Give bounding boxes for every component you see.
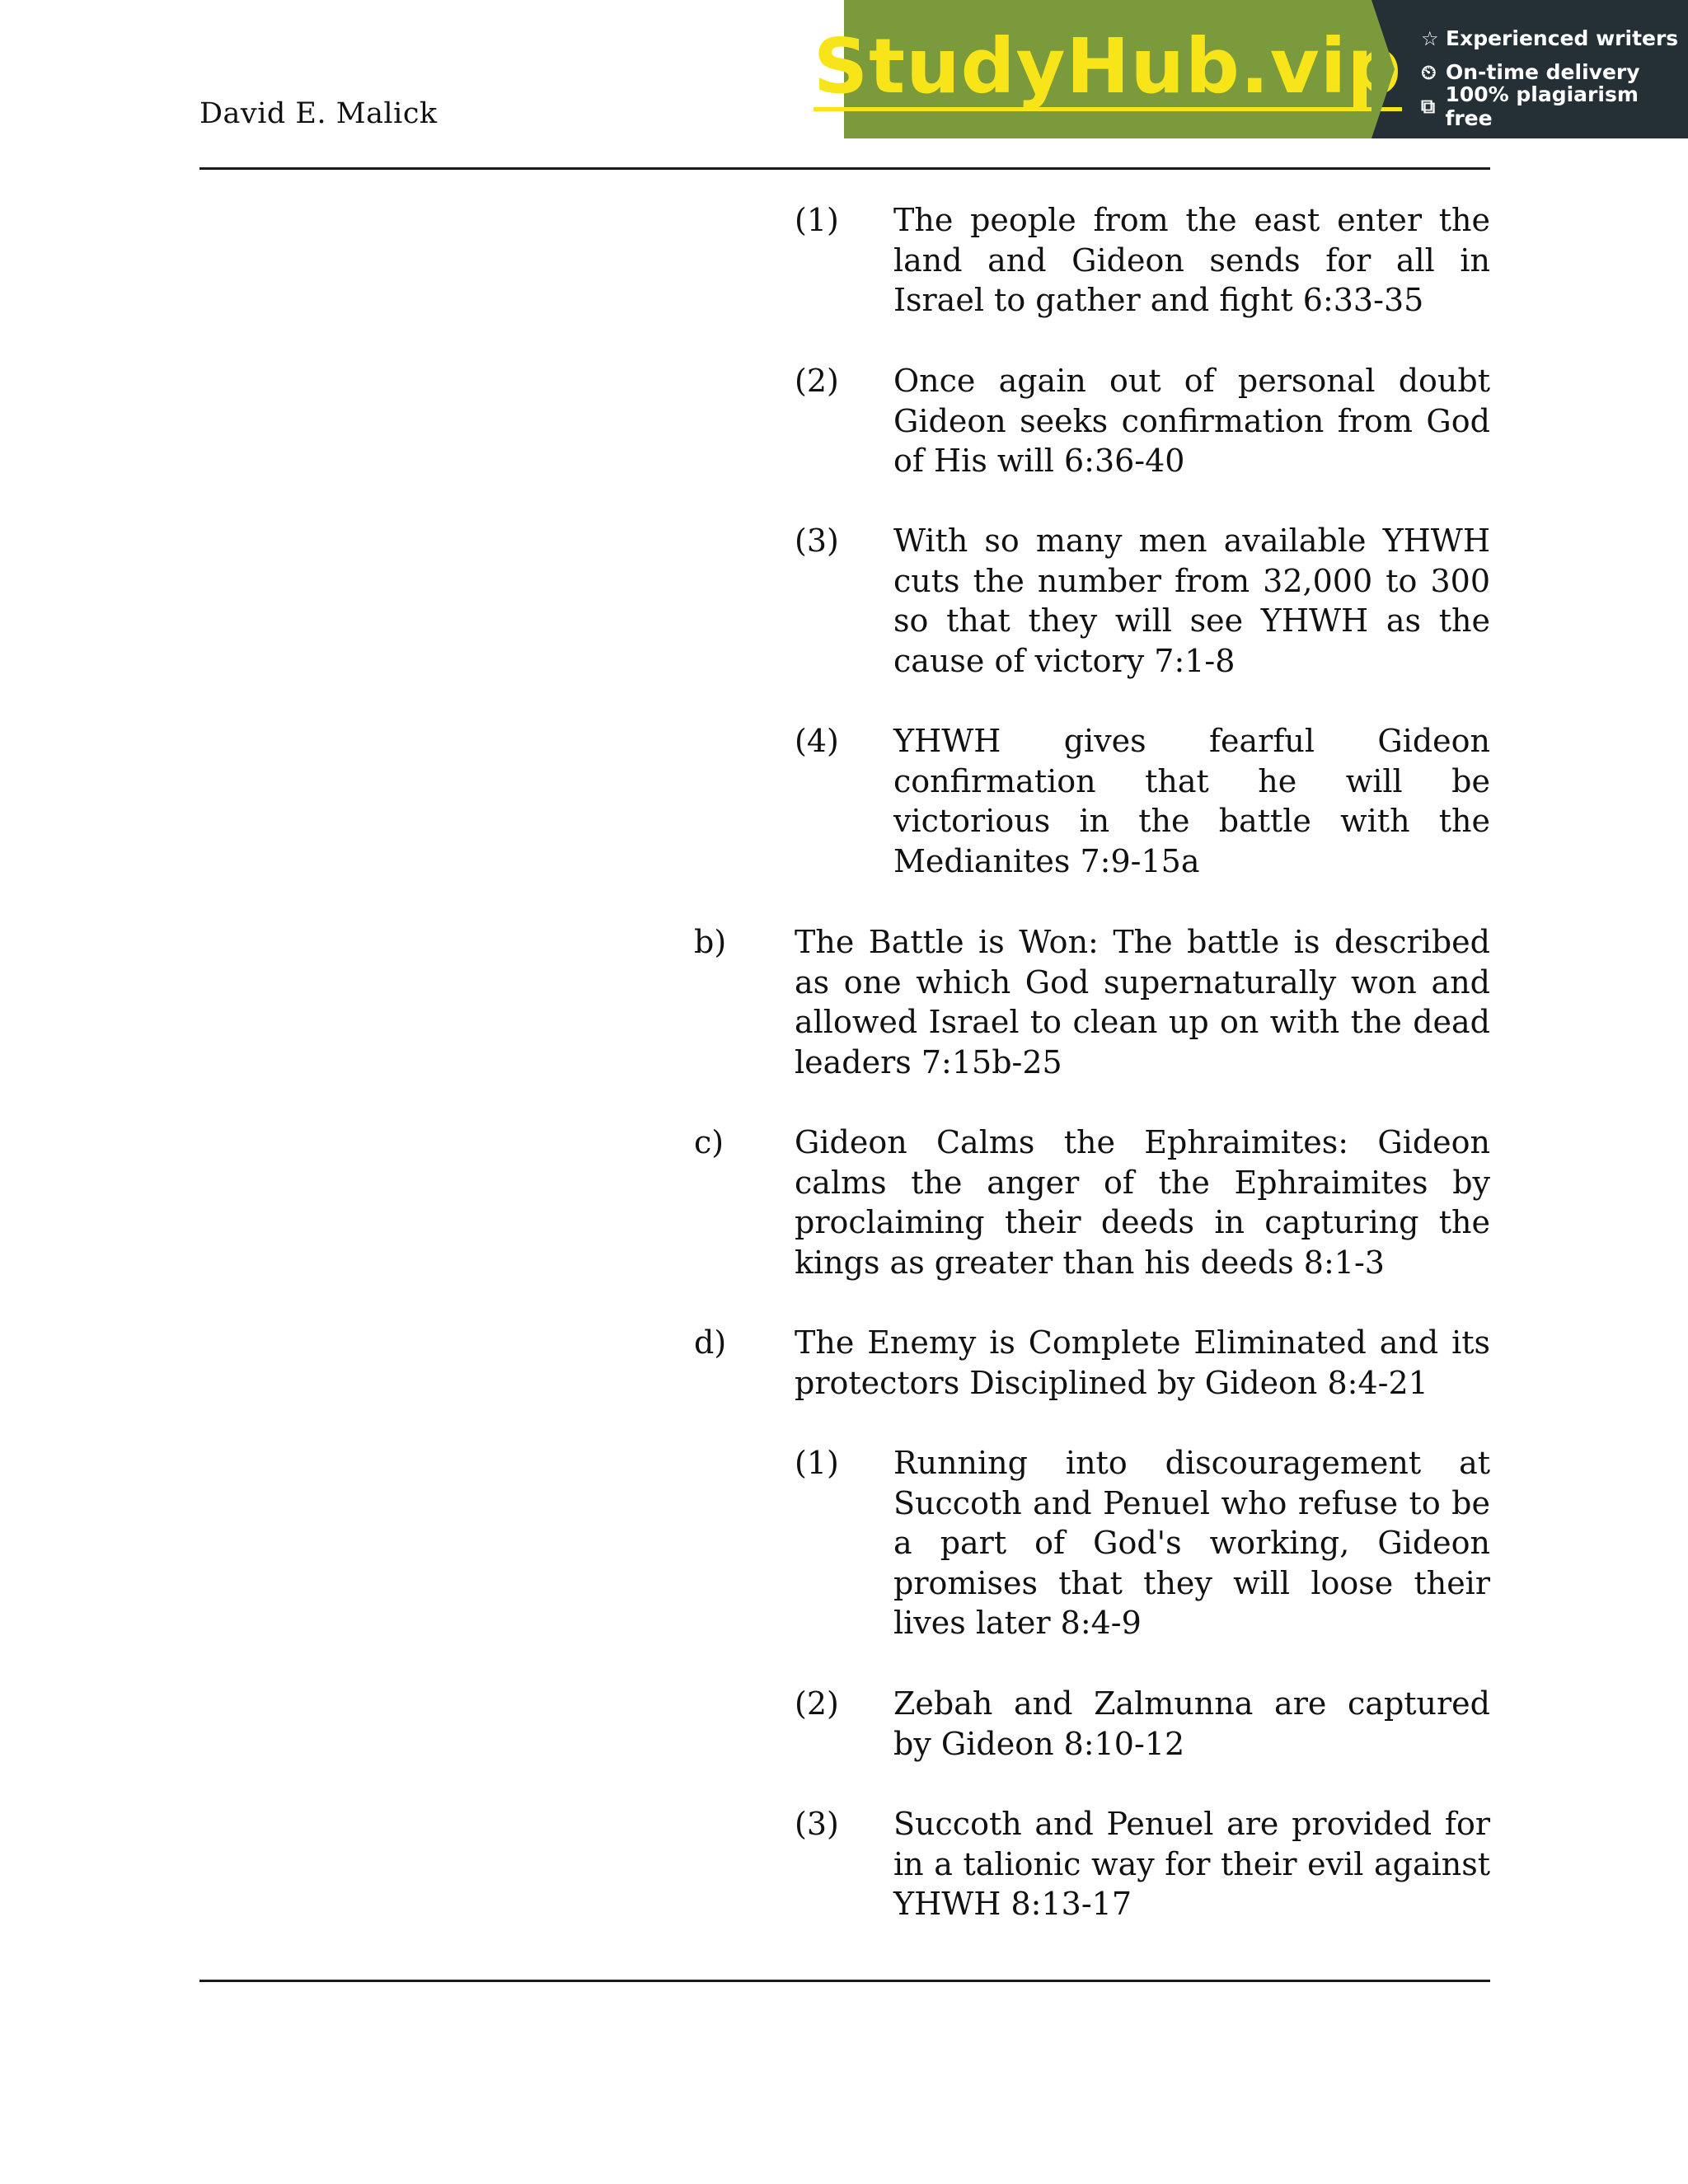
header-rule [199,167,1490,170]
outline-text: YHWH gives fearful Gideon confirmation that he will be victorious in the battle with the Medianites 7:9-15a [893,723,1490,879]
star-outline-icon: ☆ [1421,26,1439,50]
outline-text: Gideon Calms the Ephraimites: Gideon calms the anger of the Ephraimites by proclaiming their deeds in capturing the kings as greater than his deeds 8:1-3 [795,1124,1490,1281]
outline-text: The Battle is Won: The battle is described as one which God supernaturally won and allowed Israel to clean up on with the dead leaders 7:15b-25 [795,924,1490,1080]
feature-label: On-time delivery [1446,60,1640,84]
outline-text: With so many men available YHWH cuts the number from 32,000 to 300 so that they will see YHWH as the cause of victory 7:1-8 [893,523,1490,679]
clock-icon: ⏲ [1421,60,1437,84]
outline-text: Zebah and Zalmunna are captured by Gideon 8:10-12 [893,1685,1490,1762]
footer-rule [199,1980,1490,1982]
brand-logo-text: StudyHub.vip [813,22,1403,111]
feature-list [1372,0,1688,138]
feature-label: 100% plagiarism free [1445,82,1639,130]
outline-text: The Enemy is Complete Eliminated and its protectors Disciplined by Gideon 8:4-21 [795,1324,1490,1401]
feature-item [1421,82,1688,130]
outline-text: The people from the east enter the land and Gideon sends for all in Israel to gather and fight 6:33-35 [893,202,1490,318]
outline-text: Succoth and Penuel are provided for in a talionic way for their evil against YHWH 8:13-17 [893,1806,1490,1922]
outline-marker: (1) [795,1445,839,1481]
author-name: David E. Malick [199,97,438,130]
outline-marker: (4) [795,723,839,759]
outline-text: Running into discouragement at Succoth and Penuel who refuse to be a part of God's working, Gideon promises that they will loose their lives later 8:4-9 [893,1445,1490,1641]
brand-panel [813,0,1403,138]
outline-marker: d) [694,1324,727,1361]
feature-label: Experienced writers [1446,26,1679,50]
outline-marker: (1) [795,202,839,238]
outline-text: Once again out of personal doubt Gideon seeks confirmation from God of His will 6:36-40 [893,363,1490,479]
outline-marker: (3) [795,1806,839,1842]
outline-marker: b) [694,924,727,960]
outline-marker: (2) [795,363,839,399]
copy-icon: ⧉ [1421,94,1436,118]
outline-marker: c) [694,1124,724,1160]
studyhub-banner[interactable] [813,0,1688,138]
feature-item [1421,21,1688,55]
outline-marker: (2) [795,1685,839,1722]
outline-marker: (3) [795,523,839,559]
